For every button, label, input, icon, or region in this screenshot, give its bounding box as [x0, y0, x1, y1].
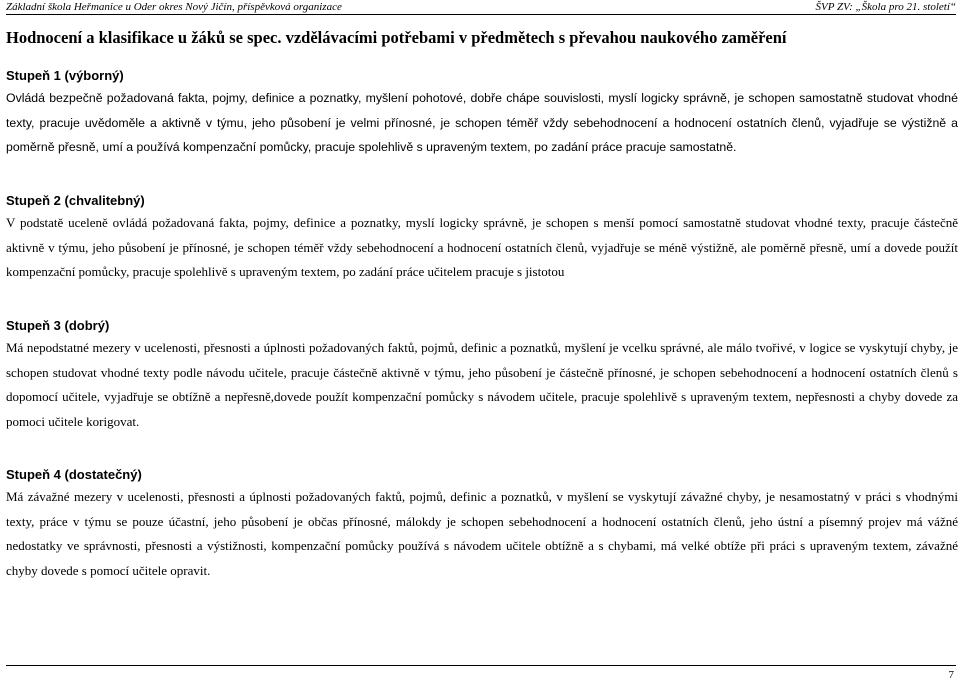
page-header	[6, 0, 956, 15]
grade-section-3	[6, 316, 958, 434]
grade-section-1	[6, 66, 958, 160]
header-school-name: Základní škola Heřmanice u Oder okres Nový Jičín, příspěvková organizace	[6, 1, 342, 13]
grade-section-4	[6, 465, 958, 583]
grade-description: Má nepodstatné mezery v ucelenosti, přesnosti a úplnosti požadovaných faktů, pojmů, definic a poznatků, myšlení je vcelku správné, ale málo tvořivé, v logice se vyskytují chyby, je schopen studovat vhodné texty podle návodu učitele, pracuje částečně aktivně v týmu, jeho působení je částečně přínosné, je schopen sebehodnocení a hodnocení ostatních členů s dopomocí učitele, vyjadřuje se obtížně a nepřesně,dovede použít kompenzační pomůcky s návodem učitele, pracuje spolehlivě s upraveným textem, nepřesnosti a chyby dovede za pomoci učitele korigovat.	[6, 340, 958, 429]
grade-heading: Stupeň 1 (výborný)	[6, 68, 124, 83]
document-title: Hodnocení a klasifikace u žáků se spec. vzdělávacími potřebami v předmětech s převahou naukového zaměření	[6, 28, 787, 47]
page-number: 7	[948, 669, 954, 681]
page-footer	[6, 665, 956, 680]
grade-heading: Stupeň 4 (dostatečný)	[6, 467, 142, 482]
grade-description: Ovládá bezpečně požadovaná fakta, pojmy, definice a poznatky, myšlení pohotové, dobře chápe souvislosti, myslí logicky správně, je schopen samostatně studovat vhodné texty, pracuje uvědoměle a aktivně v týmu, jeho působení je velmi přínosné, je schopen téměř vždy sebehodnocení a hodnocení ostatních členů, vyjadřuje se výstižně a poměrně přesně, umí a používá kompenzační pomůcky, pracuje spolehlivě s upraveným textem, po zadání práce pracuje samostatně.	[6, 91, 958, 154]
grade-heading: Stupeň 2 (chvalitebný)	[6, 193, 145, 208]
grade-heading: Stupeň 3 (dobrý)	[6, 318, 110, 333]
grade-description: Má závažné mezery v ucelenosti, přesnosti a úplnosti požadovaných faktů, pojmů, definic a poznatků, v myšlení se vyskytují závažné chyby, je nesamostatný v práci s vhodnými texty, práce v týmu se pouze účastní, jeho působení je občas přínosné, málokdy je schopen sebehodnocení a hodnocení ostatních členů, jeho ústní a písemný projev má vážné nedostatky ve správnosti, přesnosti a výstižnosti, kompenzační pomůcky používá s návodem učitele obtížně a s chybami, má velké obtíže při práci s upraveným textem, závažné chyby dovede s pomocí učitele opravit.	[6, 489, 958, 578]
grade-description: V podstatě uceleně ovládá požadovaná fakta, pojmy, definice a poznatky, myslí logicky správně, je schopen s menší pomocí samostatně studovat vhodné texty, pracuje částečně aktivně v týmu, jeho působení je přínosné, je schopen téměř vždy sebehodnocení a hodnocení ostatních členů, vyjadřuje se méně výstižně, ale poměrně přesně, umí a dovede použít kompenzační pomůcky, pracuje spolehlivě s upraveným textem, po zadání práce učitelem pracuje s jistotou	[6, 215, 958, 279]
header-curriculum-name: ŠVP ZV: „Škola pro 21. století“	[815, 1, 956, 13]
grade-section-2	[6, 191, 958, 285]
